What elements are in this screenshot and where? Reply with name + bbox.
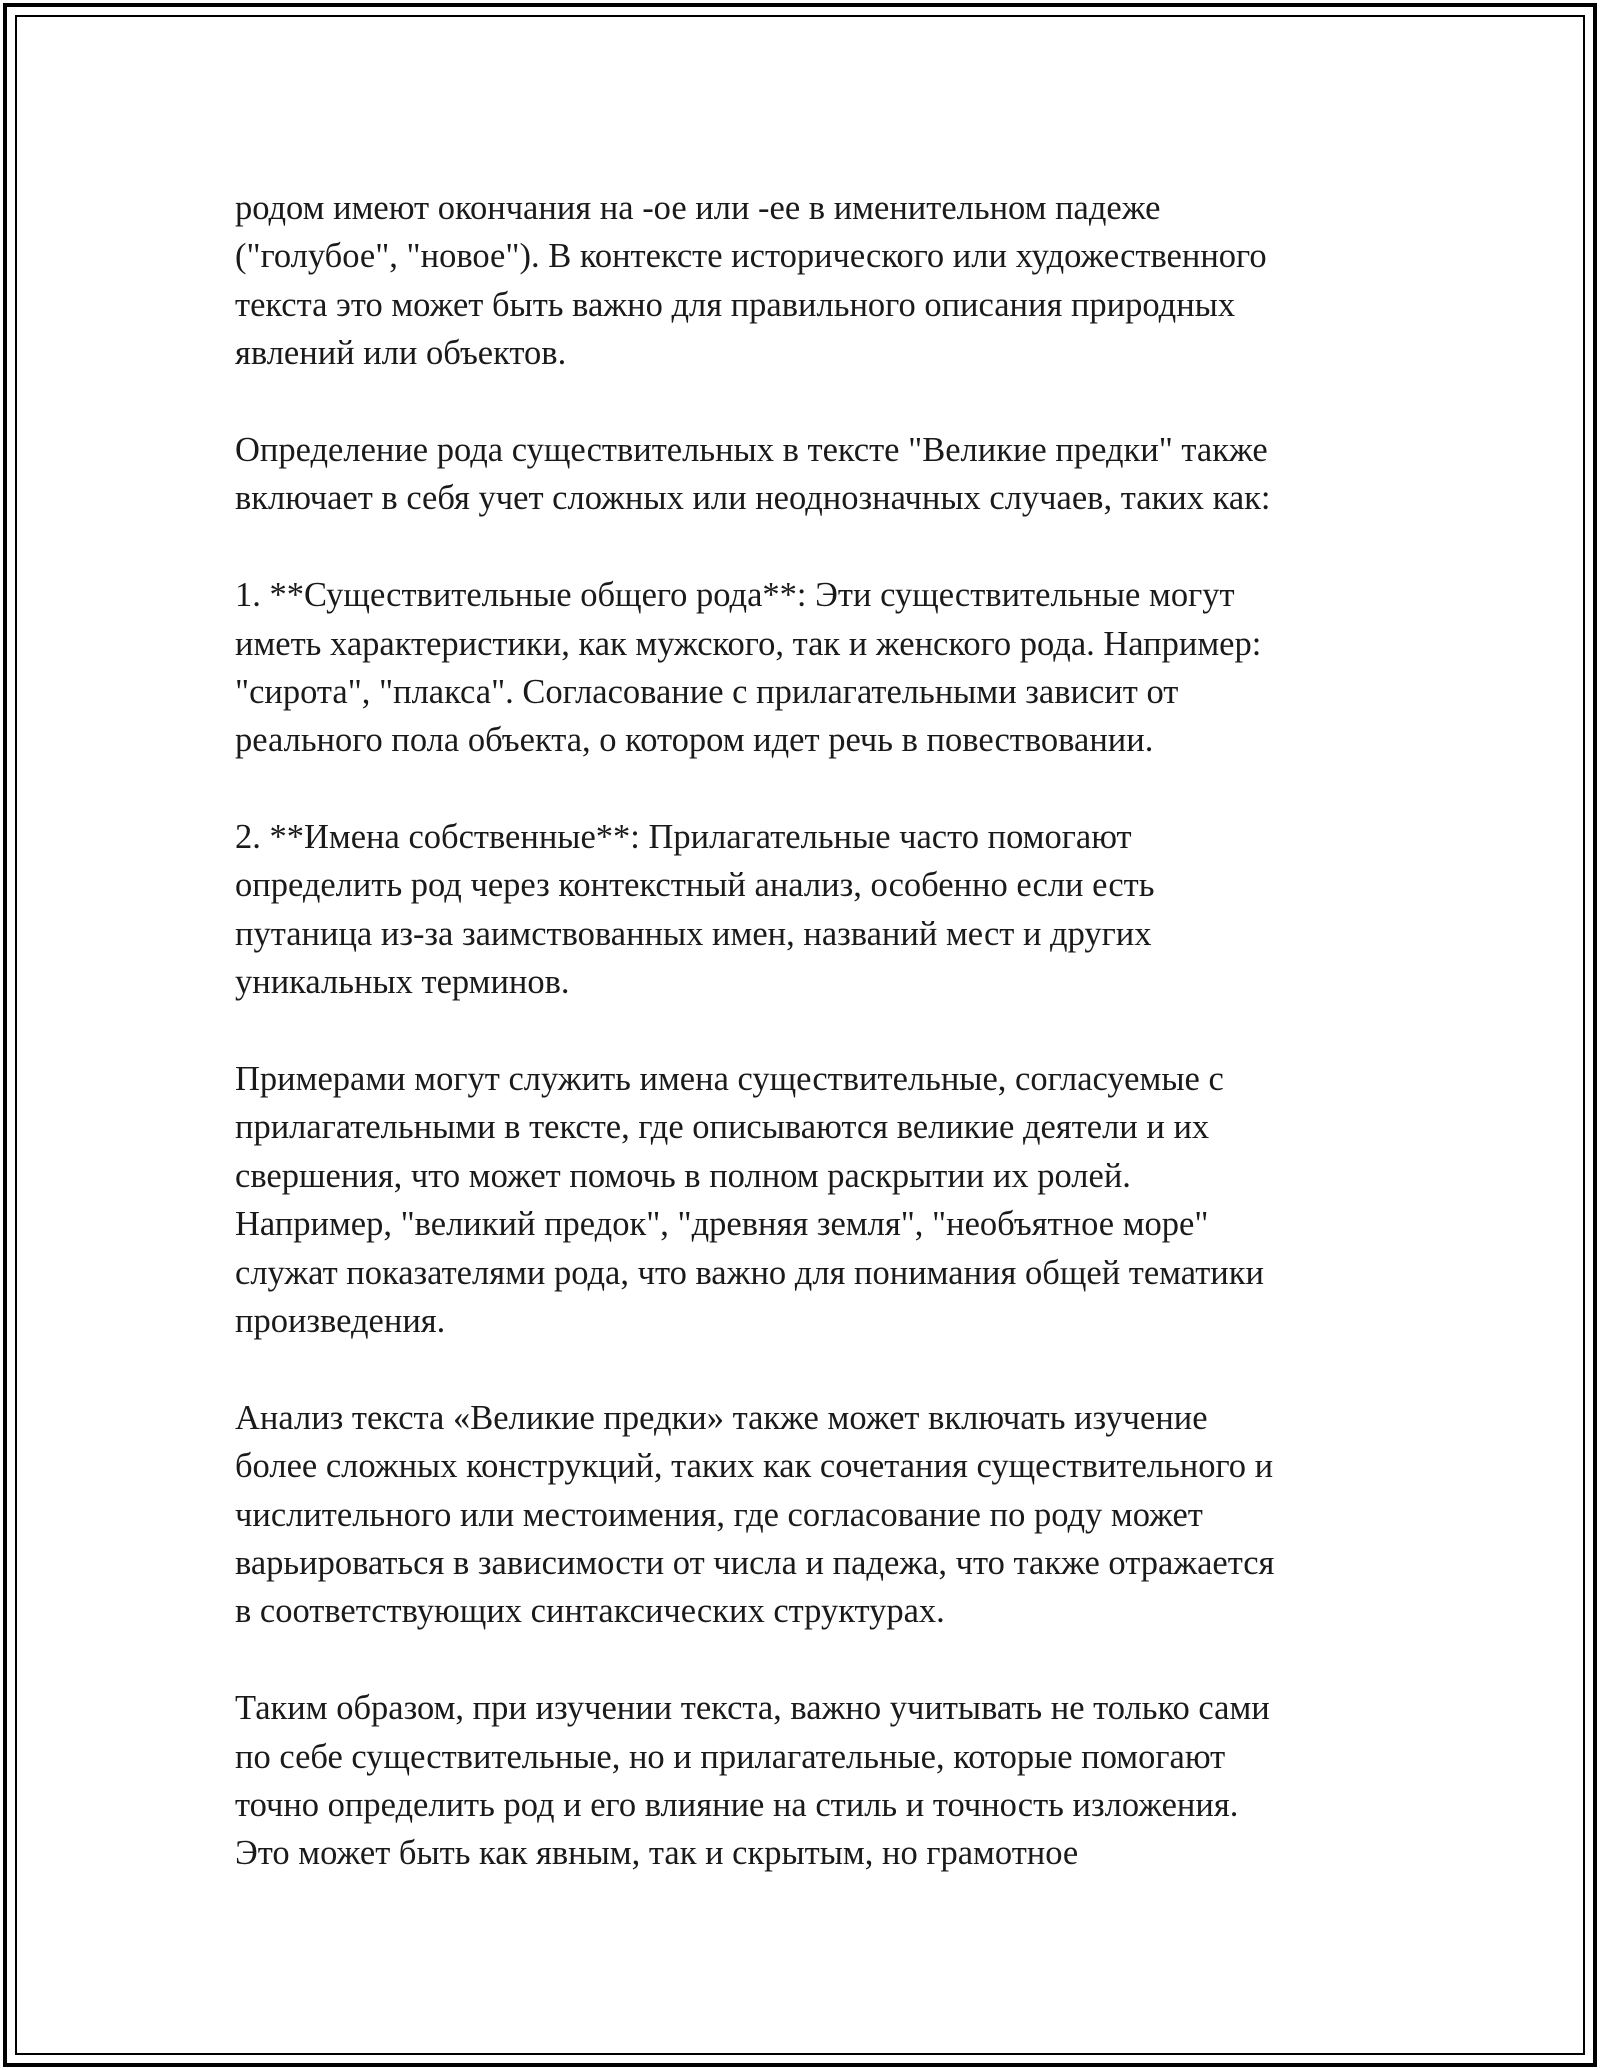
- document-body: [235, 184, 1365, 1878]
- text-line: путаница из-за заимствованных имен, названий мест и других: [235, 914, 1152, 953]
- paragraph: [235, 1055, 1365, 1345]
- paragraph: [235, 1394, 1365, 1636]
- text-line: текста это может быть важно для правильного описания природных: [235, 285, 1236, 324]
- paragraph: [235, 426, 1365, 523]
- text-line: иметь характеристики, как мужского, так и женского рода. Например:: [235, 624, 1262, 663]
- paragraph: [235, 184, 1365, 378]
- text-line: 1. **Существительные общего рода**: Эти существительные могут: [235, 576, 1235, 615]
- text-line: включает в себя учет сложных или неоднозначных случаев, таких как:: [235, 479, 1271, 518]
- text-line: числительного или местоимения, где согласование по роду может: [235, 1495, 1203, 1534]
- text-line: варьироваться в зависимости от числа и падежа, что также отражается: [235, 1543, 1275, 1582]
- text-line: по себе существительные, но и прилагательные, которые помогают: [235, 1737, 1226, 1776]
- paragraph: [235, 1684, 1365, 1878]
- text-line: определить род через контекстный анализ, особенно если есть: [235, 866, 1155, 905]
- text-line: ("голубое", "новое"). В контексте исторического или художественного: [235, 237, 1267, 276]
- text-line: родом имеют окончания на -ое или -ее в именительном падеже: [235, 189, 1161, 227]
- text-line: прилагательными в тексте, где описываются великие деятели и их: [235, 1108, 1210, 1147]
- text-line: уникальных терминов.: [235, 963, 570, 1002]
- text-line: 2. **Имена собственные**: Прилагательные часто помогают: [235, 818, 1132, 857]
- text-line: свершения, что может помочь в полном раскрытии их ролей.: [235, 1156, 1131, 1195]
- text-line: Определение рода существительных в тексте "Великие предки" также: [235, 430, 1268, 469]
- text-line: Примерами могут служить имена существительные, согласуемые с: [235, 1060, 1224, 1099]
- text-line: произведения.: [235, 1301, 446, 1340]
- text-line: более сложных конструкций, таких как сочетания существительного и: [235, 1447, 1274, 1486]
- text-line: "сирота", "плакса". Согласование с прилагательными зависит от: [235, 672, 1179, 711]
- text-line: точно определить род и его влияние на стиль и точность изложения.: [235, 1785, 1239, 1824]
- text-line: в соответствующих синтаксических структурах.: [235, 1592, 945, 1631]
- text-line: Таким образом, при изучении текста, важно учитывать не только сами: [235, 1689, 1270, 1728]
- paragraph: [235, 813, 1365, 1007]
- text-line: Анализ текста «Великие предки» также может включать изучение: [235, 1398, 1208, 1437]
- text-line: реального пола объекта, о котором идет речь в повествовании.: [235, 721, 1154, 760]
- text-line: Это может быть как явным, так и скрытым, но грамотное: [235, 1834, 1079, 1873]
- paragraph: [235, 571, 1365, 765]
- text-line: Например, "великий предок", "древняя земля", "необъятное море": [235, 1205, 1209, 1244]
- text-line: служат показателями рода, что важно для понимания общей тематики: [235, 1253, 1264, 1292]
- text-line: явлений или объектов.: [235, 334, 567, 373]
